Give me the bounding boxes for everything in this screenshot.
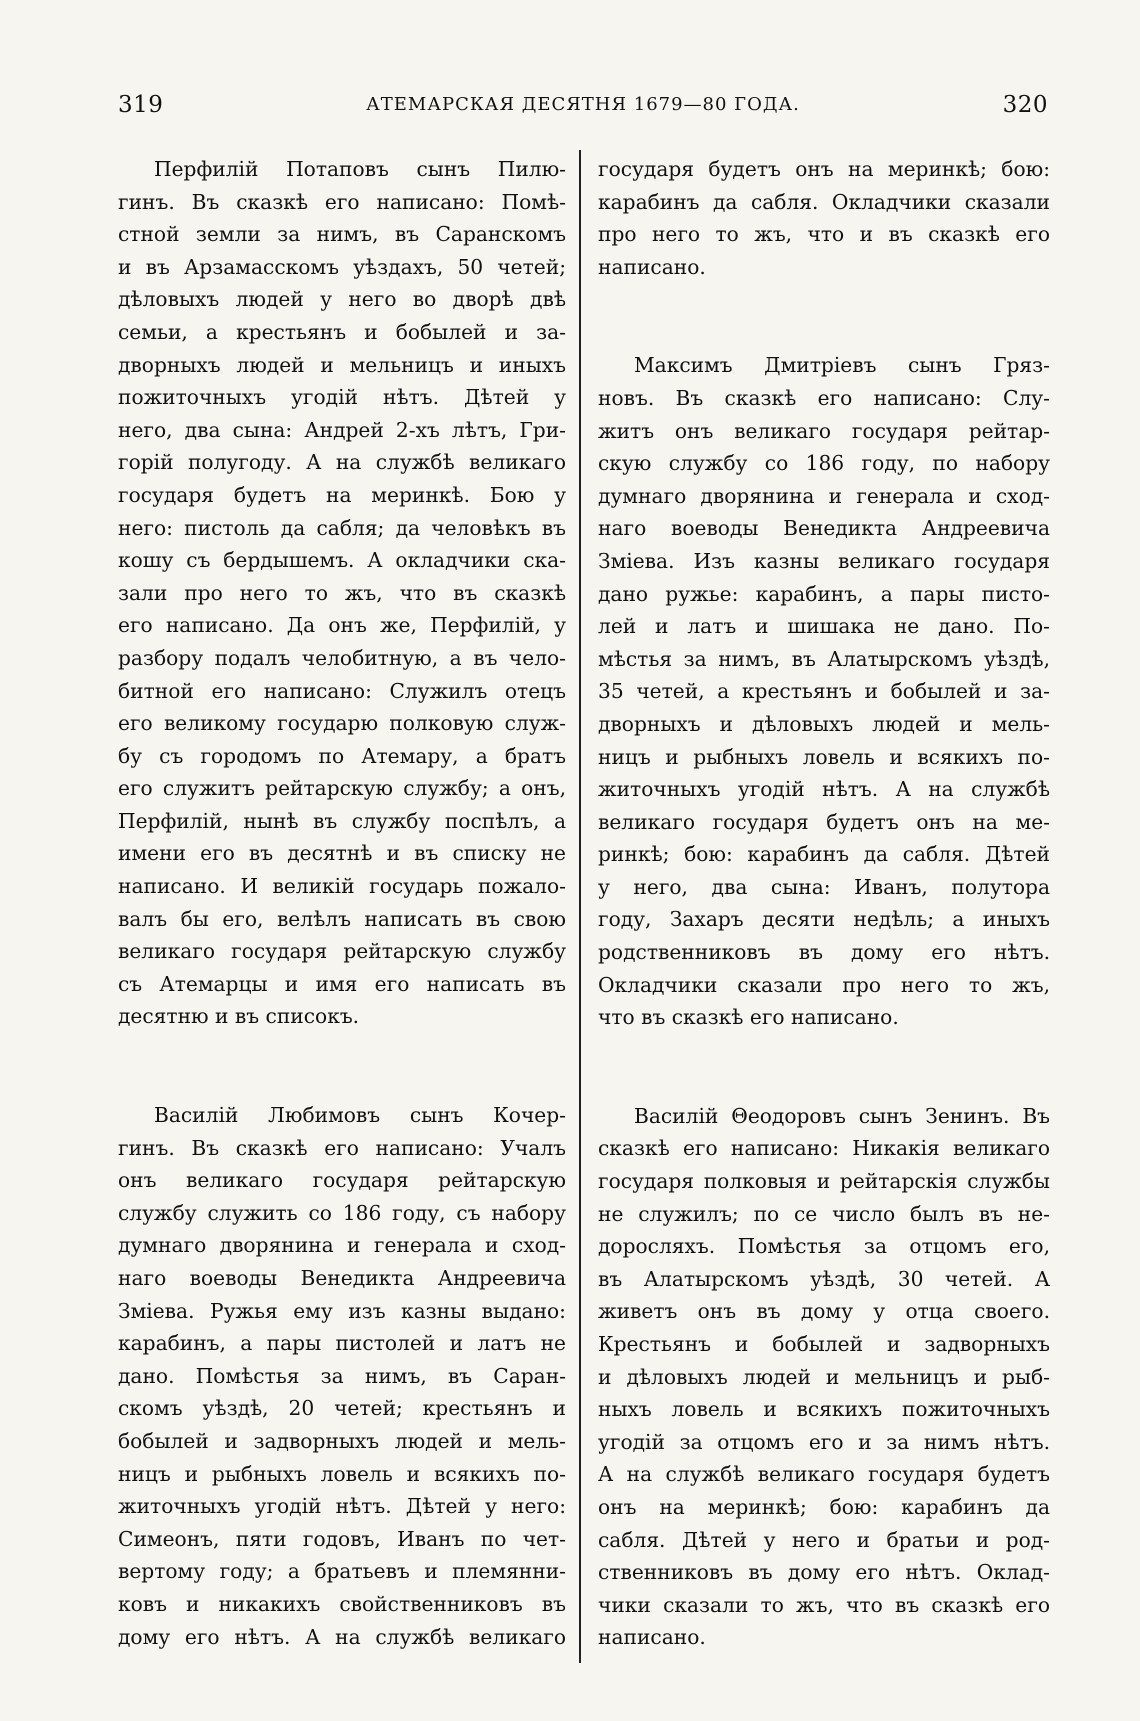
text-line: онъ на меринкѣ; бою: карабинъ да [598,1494,1050,1519]
text-line: великаго государя будетъ онъ на ме- [598,809,1050,834]
text-line: сабля. Дѣтей у него и братьи и род- [598,1527,1050,1552]
text-line: Перфилій Потаповъ сынъ Пилю- [154,157,566,181]
text-line: и въ Арзамасскомъ уѣздахъ, 50 четей; [118,254,566,279]
text-line: написано. И великій государь пожало- [118,874,566,899]
text-line: бу съ городомъ по Атемару, а братъ [118,743,566,768]
text-line: зали про него то жъ, что въ сказкѣ [118,580,566,605]
text-line: ныхъ ловель и всякихъ пожиточныхъ [598,1397,1050,1422]
text-line: Крестьянъ и бобылей и задворныхъ [598,1332,1050,1356]
text-line: написано. [598,1625,706,1650]
text-line: что въ сказкѣ его написано. [598,1005,899,1030]
text-line: житъ онъ великаго государя рейтар- [598,418,1050,443]
text-line: ковъ и никакихъ свойственниковъ въ [118,1591,566,1616]
text-line: Зміева. Ружья ему изъ казны выдано: [118,1298,566,1323]
page-header [118,92,1048,126]
text-line: разбору подалъ челобитную, а въ чело- [118,645,566,670]
text-line: его служитъ рейтарскую службу; а онъ, [118,776,566,801]
text-line: дому его нѣтъ. А на службѣ великаго [118,1624,566,1649]
text-line: карабинъ да сабля. Окладчики сказали [598,189,1050,214]
text-line: него: пистоль да сабля; да человѣкъ въ [118,515,566,540]
running-title: АТЕМАРСКАЯ ДЕСЯТНЯ 1679—80 ГОДА. [366,94,800,115]
text-line: у него, два сына: Иванъ, полутора [598,874,1050,899]
text-line: въ Алатырскомъ уѣздѣ, 30 четей. А [598,1266,1050,1291]
entry-vasiliy-zenin [598,1100,1050,1654]
text-line: чики сказали то жъ, что въ сказкѣ его [598,1592,1050,1617]
text-line: съ Атемарцы и имя его написать въ [118,971,566,996]
entry-gap [598,1034,1050,1100]
text-line: думнаго дворянина и генерала и сход- [118,1233,566,1258]
text-line: мѣстья за нимъ, въ Алатырскомъ уѣздѣ, [598,646,1050,671]
text-line: Перфилій, нынѣ въ службу поспѣлъ, а [118,808,566,833]
entry-continuation [598,153,1050,283]
text-line: государя полковыя и рейтарскія службы [598,1169,1050,1194]
text-line: новъ. Въ сказкѣ его написано: Слу- [598,385,1050,410]
text-line: про него то жъ, что и въ сказкѣ его [598,222,1050,247]
text-line: году, Захаръ десяти недѣль; а иныхъ [598,907,1050,932]
text-line: Зміева. Изъ казны великаго государя [598,548,1050,573]
text-line: ринкѣ; бою: карабинъ да сабля. Дѣтей [598,842,1050,867]
text-line: десятню и въ списокъ. [118,1004,360,1029]
text-line: ницъ и рыбныхъ ловель и всякихъ по- [118,1461,566,1486]
text-line: бобылей и задворныхъ людей и мель- [118,1428,566,1453]
text-line: пожиточныхъ угодій нѣтъ. Дѣтей у [118,385,566,410]
text-line: дворныхъ и дѣловыхъ людей и мель- [598,711,1050,736]
text-line: дѣловыхъ людей у него во дворѣ двѣ [118,287,566,312]
text-line: ственниковъ въ дому его нѣтъ. Оклад- [598,1560,1050,1585]
text-line: Симеонъ, пяти годовъ, Иванъ по чет- [118,1526,566,1551]
text-line: гинъ. Въ сказкѣ его написано: Учалъ [118,1135,566,1160]
text-line: А на службѣ великаго государя будетъ [598,1462,1050,1487]
text-line: родственниковъ въ дому его нѣтъ. [598,940,1050,965]
right-column [598,153,1050,1654]
text-line: кошу съ бердышемъ. А окладчики ска- [118,548,566,573]
text-line: государя будетъ онъ на меринкѣ; бою: [598,157,1050,181]
column-divider [579,150,581,1663]
page-number-left: 319 [118,92,164,118]
text-line: наго воеводы Венедикта Андреевича [118,1266,566,1290]
text-line: Окладчики сказали про него то жъ, [598,972,1050,997]
text-line: карабинъ, а пары пистолей и латъ не [118,1331,566,1356]
text-line: и дѣловыхъ людей и мельницъ и рыб- [598,1364,1050,1389]
entry-gap [598,283,1050,349]
text-line: Василій Θеодоровъ сынъ Зенинъ. Въ [634,1103,1050,1128]
entry-gap [118,1033,566,1099]
entry-perfiliy-pilyugin [118,153,566,1033]
text-line: службу служить со 186 году, съ набору [118,1200,566,1225]
text-line: дано ружье: карабинъ, а пары писто- [598,581,1050,606]
text-line: дано. Помѣстья за нимъ, въ Саран- [118,1363,566,1388]
text-line: житочныхъ угодій нѣтъ. А на службѣ [598,777,1050,802]
text-line: семьи, а крестьянъ и бобылей и за- [118,319,566,344]
text-line: угодій за отцомъ его и за нимъ нѣтъ. [598,1429,1050,1454]
text-line: думнаго дворянина и генерала и сход- [598,483,1050,508]
text-line: написано. [598,254,706,279]
text-line: гинъ. Въ сказкѣ его написано: Помѣ- [118,189,566,214]
text-line: ницъ и рыбныхъ ловель и всякихъ по- [598,744,1050,769]
text-line: великаго государя рейтарскую службу [118,939,566,964]
text-line: Василій Любимовъ сынъ Кочер- [154,1103,566,1128]
text-line: онъ великаго государя рейтарскую [118,1168,566,1193]
text-line: валъ бы его, велѣлъ написать въ свою [118,906,566,931]
text-line: него, два сына: Андрей 2-хъ лѣтъ, Гри- [118,417,566,442]
entry-vasiliy-kochergin [118,1099,566,1653]
text-line: битной его написано: Служилъ отецъ [118,678,566,703]
text-line: 35 четей, а крестьянъ и бобылей и за- [598,679,1050,704]
text-line: стной земли за нимъ, въ Саранскомъ [118,222,566,247]
text-line: горій полугоду. А на службѣ великаго [118,450,566,475]
text-line: его великому государю полковую служ- [118,711,566,736]
text-line: доросляхъ. Помѣстья за отцомъ его, [598,1234,1050,1259]
text-line: его написано. Да онъ же, Перфилій, у [118,613,566,638]
entry-maksim-gryaznov [598,349,1050,1033]
text-line: скомъ уѣздѣ, 20 четей; крестьянъ и [118,1396,566,1421]
text-line: имени его въ десятнѣ и въ списку не [118,841,566,866]
text-line: наго воеводы Венедикта Андреевича [598,516,1050,541]
text-line: Максимъ Дмитріевъ сынъ Гряз- [634,353,1050,378]
text-line: сказкѣ его написано: Никакія великаго [598,1136,1050,1161]
text-line: вертому году; а братьевъ и племянни- [118,1559,566,1584]
text-line: не служилъ; по се число былъ въ не- [598,1201,1050,1226]
page-number-right: 320 [1002,92,1048,118]
left-column [118,153,566,1653]
text-line: лей и латъ и шишака не дано. По- [598,614,1050,639]
text-line: скую службу со 186 году, по набору [598,451,1050,476]
text-line: житочныхъ угодій нѣтъ. Дѣтей у него: [118,1494,566,1519]
text-line: государя будетъ на меринкѣ. Бою у [118,482,566,507]
text-line: живетъ онъ въ дому у отца своего. [598,1299,1050,1324]
text-line: дворныхъ людей и мельницъ и иныхъ [118,352,566,377]
